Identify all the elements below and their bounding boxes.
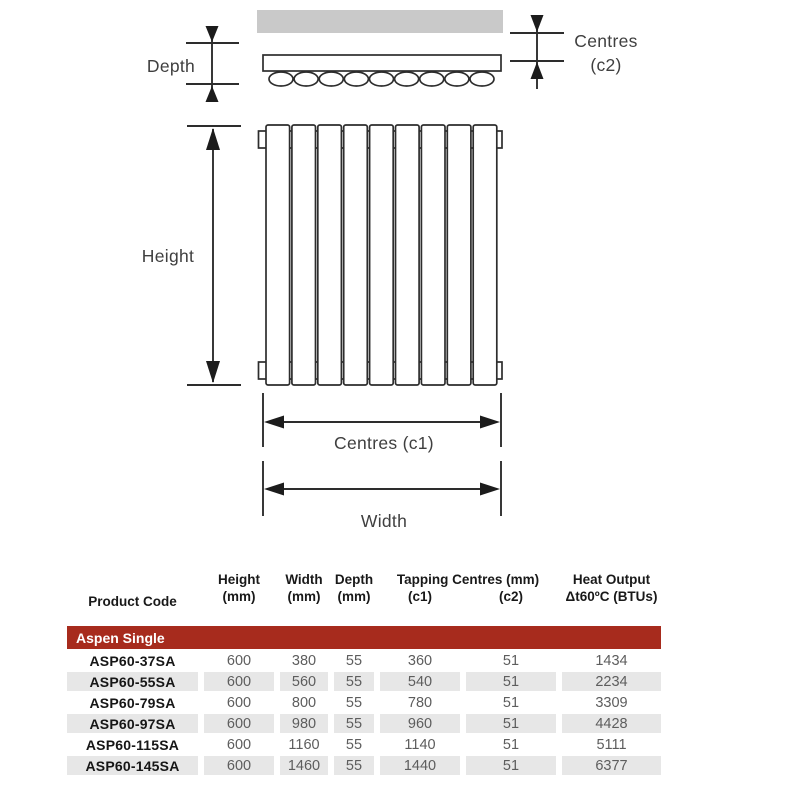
c1-cell: 1440 (380, 756, 460, 775)
col-header-product-code: Product Code (88, 594, 177, 610)
width-cell: 380 (280, 651, 328, 670)
col-header-width-unit: (mm) (287, 590, 321, 604)
centres-c2-sub-label: (c2) (590, 55, 622, 75)
product-code-cell: ASP60-79SA (67, 693, 198, 712)
col-header-c1: (c1) (407, 590, 432, 604)
c2-cell: 51 (466, 651, 556, 670)
col-header-height: Height (218, 572, 260, 588)
c2-cell: 51 (466, 756, 556, 775)
height-dimension-marker (187, 126, 241, 385)
col-header-tapping-centres: Tapping Centres (mm) (396, 572, 540, 588)
table-row (67, 714, 661, 733)
c1-cell: 1140 (380, 735, 460, 754)
height-cell: 600 (204, 735, 274, 754)
depth-cell: 55 (334, 756, 374, 775)
c2-cell: 51 (466, 693, 556, 712)
width-cell: 1160 (280, 735, 328, 754)
btu-cell: 2234 (562, 672, 661, 691)
top-view (147, 10, 638, 102)
btu-cell: 3309 (562, 693, 661, 712)
section-title: Aspen Single (67, 626, 661, 649)
width-cell: 980 (280, 714, 328, 733)
product-code-cell: ASP60-145SA (67, 756, 198, 775)
tube-row (269, 72, 494, 86)
c2-cell: 51 (466, 714, 556, 733)
product-code-cell: ASP60-37SA (67, 651, 198, 670)
table-row (67, 672, 661, 691)
product-code-cell: ASP60-55SA (67, 672, 198, 691)
radiator-top-body (263, 55, 501, 71)
header-spacer (67, 612, 661, 624)
c1-cell: 360 (380, 651, 460, 670)
table-body (67, 651, 661, 775)
table-header (67, 568, 661, 610)
centres-c2-dimension-marker (510, 15, 564, 89)
front-view (142, 125, 502, 385)
btu-cell: 1434 (562, 651, 661, 670)
depth-cell: 55 (334, 714, 374, 733)
btu-cell: 4428 (562, 714, 661, 733)
centres-c2-label: Centres (574, 31, 638, 51)
width-dimension-marker (263, 461, 501, 516)
table-row (67, 651, 661, 670)
col-header-heat-output: Heat Output (572, 572, 651, 588)
table-row (67, 735, 661, 754)
width-label: Width (360, 511, 408, 531)
wall-bar (257, 10, 503, 33)
width-cell: 560 (280, 672, 328, 691)
col-header-c2: (c2) (498, 590, 523, 604)
c1-cell: 540 (380, 672, 460, 691)
table-row (67, 693, 661, 712)
height-cell: 600 (204, 714, 274, 733)
centres-c1-label: Centres (c1) (334, 433, 434, 453)
specification-table-section (61, 566, 800, 777)
panel-row (266, 125, 497, 385)
table-row (67, 756, 661, 775)
col-header-depth: Depth (334, 572, 374, 588)
depth-cell: 55 (334, 735, 374, 754)
height-cell: 600 (204, 651, 274, 670)
height-cell: 600 (204, 756, 274, 775)
product-code-cell: ASP60-97SA (67, 714, 198, 733)
product-code-cell: ASP60-115SA (67, 735, 198, 754)
depth-cell: 55 (334, 672, 374, 691)
c2-cell: 51 (466, 672, 556, 691)
c2-cell: 51 (466, 735, 556, 754)
height-cell: 600 (204, 693, 274, 712)
depth-label: Depth (146, 56, 196, 76)
col-header-heat-output-unit: Δt60ºC (BTUs) (565, 590, 658, 604)
col-header-height-unit: (mm) (222, 590, 256, 604)
c1-cell: 780 (380, 693, 460, 712)
depth-cell: 55 (334, 651, 374, 670)
width-cell: 1460 (280, 756, 328, 775)
c1-cell: 960 (380, 714, 460, 733)
width-cell: 800 (280, 693, 328, 712)
col-header-depth-unit: (mm) (337, 590, 371, 604)
depth-cell: 55 (334, 693, 374, 712)
height-label: Height (141, 246, 195, 266)
btu-cell: 6377 (562, 756, 661, 775)
col-header-width: Width (285, 572, 323, 588)
section-title-row (67, 626, 661, 649)
btu-cell: 5111 (562, 735, 661, 754)
height-cell: 600 (204, 672, 274, 691)
specification-table (61, 566, 667, 777)
